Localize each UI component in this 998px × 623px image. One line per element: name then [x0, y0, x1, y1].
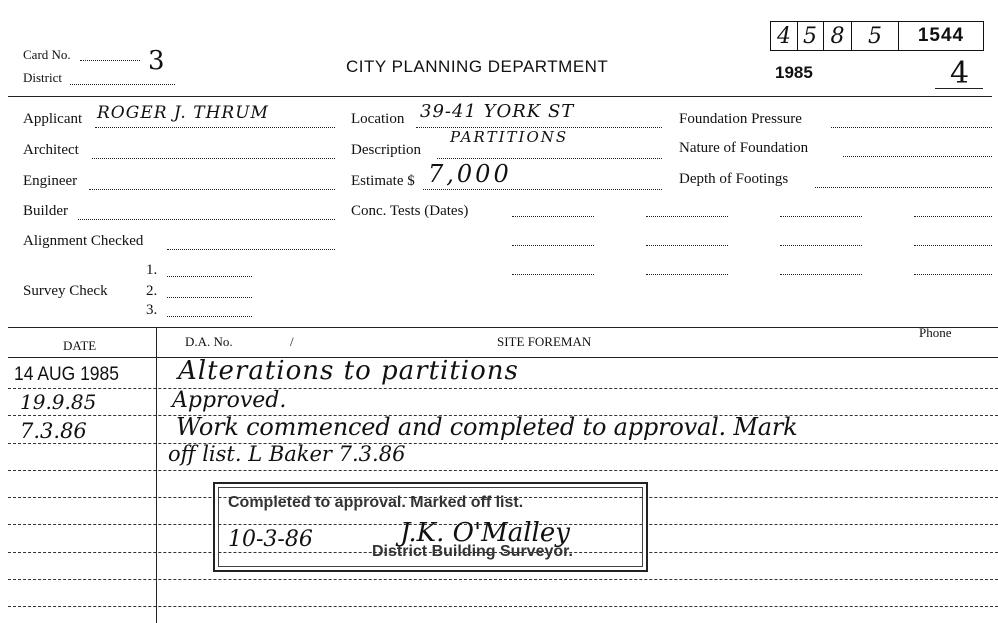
- estimate-label: Estimate $: [351, 173, 415, 189]
- ref-number-box: 1544: [899, 21, 984, 51]
- stamp-line-1: Completed to approval. Marked off list.: [228, 494, 524, 511]
- applicant-value: ROGER J. THRUM: [97, 103, 269, 123]
- stamp-role: District Building Surveyor.: [372, 543, 573, 560]
- table-row-rule: [8, 388, 998, 389]
- survey-line-2: [167, 297, 252, 298]
- conc-tests-line: [646, 274, 728, 275]
- survey-num-1: 1.: [146, 262, 158, 278]
- conc-tests-line: [914, 245, 992, 246]
- applicant-line: [95, 127, 335, 128]
- entry-text-1: Alterations to partitions: [178, 356, 519, 386]
- conc-tests-line: [914, 216, 992, 217]
- conc-tests-line: [914, 274, 992, 275]
- conc-tests-line: [512, 274, 594, 275]
- description-value: PARTITIONS: [450, 128, 569, 146]
- builder-line: [78, 219, 335, 220]
- conc-tests-line: [512, 216, 594, 217]
- ref-suffix-underline: [935, 88, 983, 89]
- card-no-value: 3: [148, 46, 165, 76]
- entry-text-2: Approved.: [172, 388, 287, 413]
- date-header: DATE: [63, 338, 97, 353]
- entry-text-4: off list. L Baker 7.3.86: [168, 442, 406, 466]
- conc-tests-line: [780, 245, 862, 246]
- department-title: CITY PLANNING DEPARTMENT: [346, 57, 609, 76]
- description-label: Description: [351, 142, 421, 158]
- district-line: [70, 84, 175, 85]
- survey-check-label: Survey Check: [23, 283, 108, 299]
- da-no-label: D.A. No.: [185, 334, 233, 349]
- conc-tests-line: [646, 245, 728, 246]
- architect-line: [92, 158, 335, 159]
- header-divider: [8, 96, 992, 97]
- survey-num-3: 3.: [146, 302, 158, 318]
- estimate-line: [423, 189, 662, 190]
- ref-digit-box: 4: [770, 21, 798, 51]
- conc-tests-line: [512, 245, 594, 246]
- location-label: Location: [351, 111, 405, 127]
- alignment-label: Alignment Checked: [23, 233, 144, 249]
- card-no-line: [80, 60, 140, 61]
- ref-digit-box: 5: [852, 21, 899, 51]
- entry-date-1: 14 AUG 1985: [14, 364, 119, 385]
- builder-label: Builder: [23, 203, 68, 219]
- table-row-rule: [8, 606, 998, 607]
- location-value: 39-41 YORK ST: [420, 101, 575, 122]
- entry-date-3: 7.3.86: [20, 419, 87, 443]
- entry-date-2: 19.9.85: [20, 390, 97, 414]
- table-row-rule: [8, 470, 998, 471]
- ref-digit-box: 5: [797, 21, 824, 51]
- table-row-rule: [8, 443, 998, 444]
- foundation-pressure-line: [831, 127, 992, 128]
- engineer-label: Engineer: [23, 173, 78, 189]
- conc-tests-line: [780, 216, 862, 217]
- card-no-label: Card No.: [23, 47, 71, 62]
- conc-tests-label: Conc. Tests (Dates): [351, 203, 469, 219]
- ref-digit-box: 8: [824, 21, 852, 51]
- survey-line-1: [167, 276, 252, 277]
- architect-label: Architect: [23, 142, 79, 158]
- nature-foundation-line: [843, 156, 992, 157]
- phone-label: Phone: [919, 325, 952, 340]
- stamp-signature: J.K. O'Malley: [400, 518, 570, 548]
- site-foreman-label: SITE FOREMAN: [497, 334, 592, 349]
- survey-line-3: [167, 316, 252, 317]
- alignment-line: [167, 249, 335, 250]
- applicant-label: Applicant: [23, 111, 83, 127]
- stamp-date: 10-3-86: [228, 527, 313, 552]
- entry-text-3: Work commenced and completed to approval. Mark: [176, 413, 798, 441]
- estimate-value: 7,000: [428, 160, 512, 188]
- conc-tests-line: [780, 274, 862, 275]
- survey-num-2: 2.: [146, 283, 158, 299]
- depth-footings-line: [815, 187, 992, 188]
- foundation-pressure-label: Foundation Pressure: [679, 111, 802, 127]
- depth-footings-label: Depth of Footings: [679, 171, 789, 187]
- conc-tests-line: [646, 216, 728, 217]
- nature-foundation-label: Nature of Foundation: [679, 140, 809, 156]
- ref-suffix: 4: [950, 56, 970, 91]
- header-year: 1985: [775, 63, 813, 82]
- table-row-rule: [8, 579, 998, 580]
- da-no-value: /: [290, 334, 294, 349]
- engineer-line: [89, 189, 335, 190]
- district-label: District: [23, 70, 62, 85]
- description-line: [437, 158, 662, 159]
